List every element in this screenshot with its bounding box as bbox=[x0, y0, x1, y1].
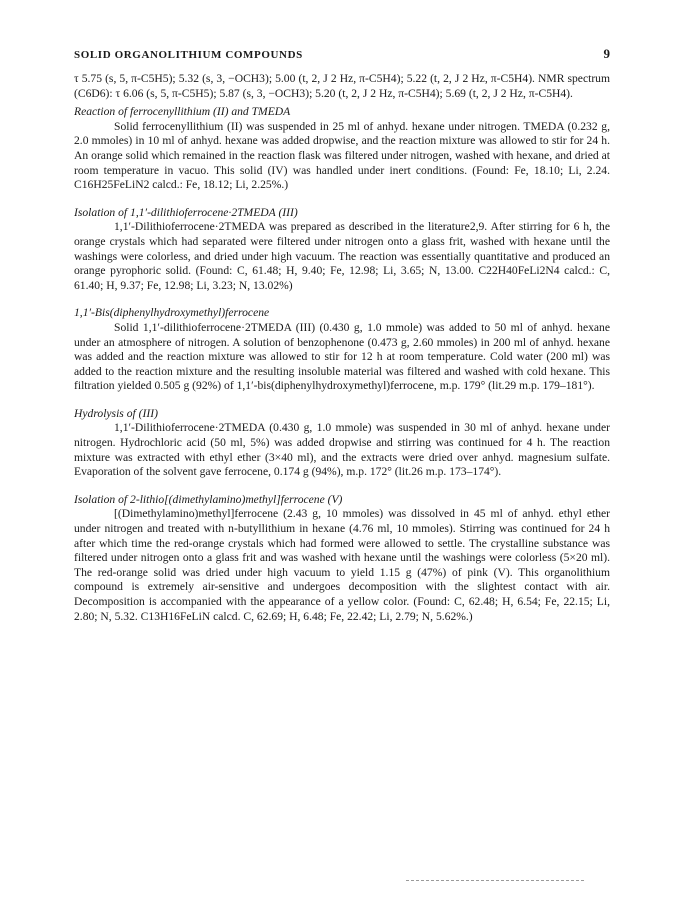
section-heading: Isolation of 1,1′-dilithioferrocene·2TMEDA (III) bbox=[74, 205, 298, 219]
section-paragraph: 1,1′-Dilithioferrocene·2TMEDA (0.430 g, 1.0 mmole) was suspended in 30 ml of anhyd. hexane under nitrogen. Hydrochloric acid (50 ml, 5%) was added dropwise and stirring was continued for 4 h. The reaction mixture was extracted with ethyl ether (3×40 ml), and the extracts were dried over anhyd. magnesium sulfate. Evaporation of the solvent gave ferrocene, 0.174 g (94%), m.p. 172° (lit.26 m.p. 173–174°). bbox=[74, 421, 610, 479]
section-bis-diphenylhydroxymethyl-ferrocene bbox=[74, 306, 610, 394]
article-body bbox=[74, 72, 610, 624]
section-heading: Isolation of 2-lithio[(dimethylamino)methyl]ferrocene (V) bbox=[74, 492, 343, 506]
page-number: 9 bbox=[603, 46, 610, 61]
section-paragraph: [(Dimethylamino)methyl]ferrocene (2.43 g, 10 mmoles) was dissolved in 45 ml of anhyd. ethyl ether under nitrogen and treated with n-butyllithium in hexane (4.76 ml, 10 mmoles). Stirring was continued for 24 h after which time the red-orange crystals which had formed were allowed to settle. The crystalline substance was filtered under nitrogen onto a glass frit and was washed with hexane until the washings were colorless (5×20 ml). The red-orange solid was dried under high vacuum to yield 1.15 g (47%) of pink (V). This organolithium compound is extremely air-sensitive and undergoes decomposition with the slightest contact with air. Decomposition is accompanied with the appearance of a yellow color. (Found: C, 62.48; H, 6.54; Fe, 22.15; Li, 2.80; N, 5.32. C13H16FeLiN calcd. C, 62.69; H, 6.48; Fe, 22.42; Li, 2.79; N, 5.62%.) bbox=[74, 507, 610, 623]
section-paragraph: 1,1′-Dilithioferrocene·2TMEDA was prepared as described in the literature2,9. After stirring for 6 h, the orange crystals which had separated were filtered under nitrogen onto a glass frit, washed with hexane until the washings were colorless, and dried under high vacuum. The reaction was essentially quantitative and produced an orange pyrophoric solid. (Found: C, 61.48; H, 9.40; Fe, 12.98; Li, 3.65; N, 13.00. C22H40FeLi2N4 calcd.: C, 61.40; H, 9.37; Fe, 12.98; Li, 3.23; N, 13.02%) bbox=[74, 220, 610, 292]
running-title: SOLID ORGANOLITHIUM COMPOUNDS bbox=[74, 49, 303, 61]
running-head bbox=[74, 46, 610, 62]
section-isolation-dilithioferrocene bbox=[74, 206, 610, 294]
section-heading: Reaction of ferrocenyllithium (II) and TMEDA bbox=[74, 105, 291, 119]
section-hydrolysis bbox=[74, 407, 610, 480]
section-heading: Hydrolysis of (III) bbox=[74, 406, 158, 420]
section-isolation-lithio-aminomethyl-ferrocene bbox=[74, 493, 610, 624]
section-paragraph: Solid ferrocenyllithium (II) was suspended in 25 ml of anhyd. hexane under nitrogen. TMEDA (0.232 g, 2.0 mmoles) in 10 ml of anhyd. hexane was added dropwise, and the reaction mixture was allowed to stir for 24 h. An orange solid which remained in the reaction flask was filtered under nitrogen, washed with hexane, and dried at room temperature in vacuo. This solid (IV) was handled under inert conditions. (Found: Fe, 18.10; Li, 2.24. C16H25FeLiN2 calcd.: Fe, 18.12; Li, 2.25%.) bbox=[74, 119, 610, 192]
intro-continuation: τ 5.75 (s, 5, π-C5H5); 5.32 (s, 3, −OCH3); 5.00 (t, 2, J 2 Hz, π-C5H4); 5.22 (t, 2, J 2 Hz, π-C5H4). NMR spectrum (C6D6): τ 6.06 (s, 5, π-C5H5); 5.87 (s, 3, −OCH3); 5.20 (t, 2, J 2 Hz, π-C5H4); 5.69 (t, 2, J 2 Hz, π-C5H4). bbox=[74, 72, 610, 100]
page-bottom-rule bbox=[406, 880, 584, 881]
section-heading: 1,1′-Bis(diphenylhydroxymethyl)ferrocene bbox=[74, 306, 270, 320]
section-reaction-ferrocenyllithium bbox=[74, 105, 610, 193]
section-paragraph: Solid 1,1′-dilithioferrocene·2TMEDA (III) (0.430 g, 1.0 mmole) was added to 50 ml of anhyd. hexane under an atmosphere of nitrogen. A solution of benzophenone (0.473 g, 2.60 mmoles) in 200 ml of anhyd. hexane was added and the reaction mixture was allowed to stir for 12 h at room temperature. Cold water (200 ml) was added to the reaction mixture and the resulting insoluble material was filtered and washed with cold hexane. This filtration yielded 0.505 g (92%) of 1,1′-bis(diphenylhydroxymethyl)ferrocene, m.p. 179° (lit.29 m.p. 179–181°). bbox=[74, 320, 610, 393]
